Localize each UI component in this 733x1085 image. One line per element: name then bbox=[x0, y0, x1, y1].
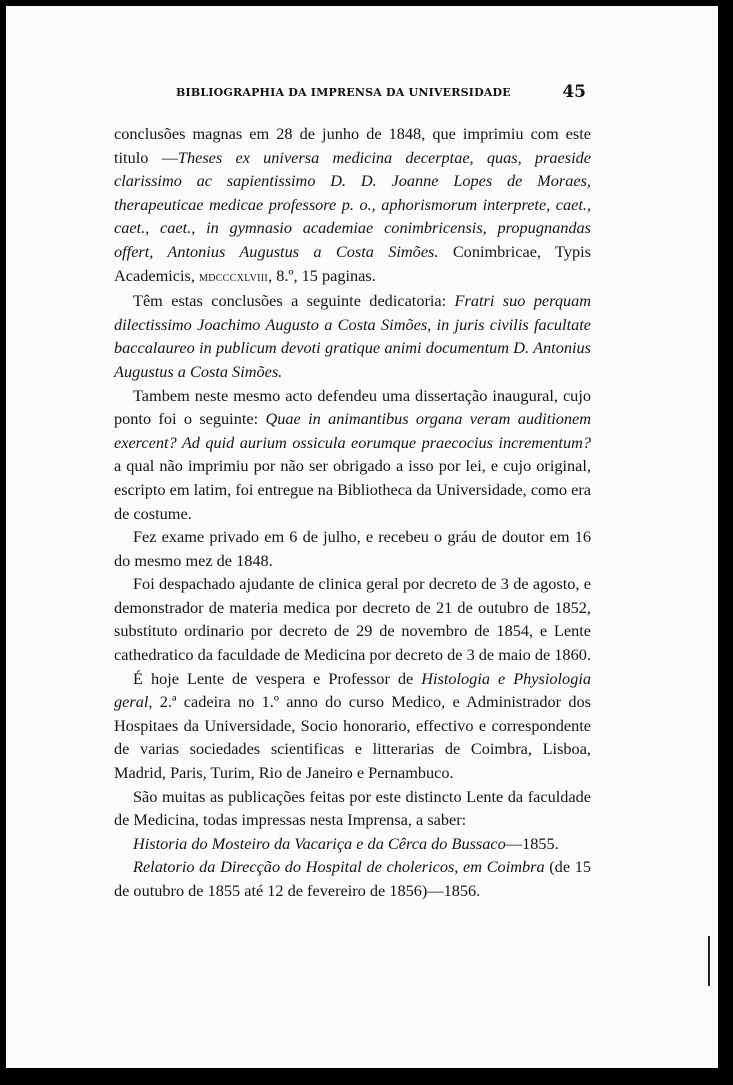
running-title: BIBLIOGRAPHIA DA IMPRENSA DA UNIVERSIDADE bbox=[176, 86, 511, 99]
text-segment: , 8.º, 15 paginas. bbox=[268, 265, 376, 285]
text-segment: a qual não imprimiu por não ser obrigado a isso por lei, e cujo original, escripto em latim, foi entregue na Bibliotheca da Universidade, como era de costume. bbox=[114, 456, 591, 523]
text-segment: Conimbricae, Typis Academicis, bbox=[114, 241, 591, 285]
publication-title: Historia do Mosteiro da Vacariça e da Cêrca do Bussaco bbox=[133, 833, 506, 853]
text-segment: conclusões magnas em 28 de junho de 1848, que imprimiu com este titulo — bbox=[114, 124, 591, 167]
publication-entry bbox=[114, 855, 591, 902]
paragraph-theses bbox=[114, 122, 591, 289]
paragraph-appointments: Foi despachado ajudante de clinica geral por decreto de 3 de agosto, e demonstrador de materia medica por decreto de 21 de outubro de 1852, substituto ordinario por decreto de 29 de novembro de 1854, e Lente cathedratico da faculdade de Medicina por decreto de 3 de maio de 1860. bbox=[114, 574, 591, 665]
dissertation-topic: Quae in animantibus organa veram auditionem exercent? Ad quid aurium ossicula eorumque praecocius incrementum? bbox=[114, 409, 592, 452]
paragraph-dedication bbox=[114, 289, 591, 383]
thesis-title: Theses ex universa medicina decerptae, quas, praeside clarissimo ac sapientissimo D. D. Joanne Lopes de Moraes, therapeuticae medicae professore p. o., aphorismorum interprete, caet., caet., caet., in gymnasio academiae conimbricensis, propugnandas offert, Antonius Augustus a Costa Simões. bbox=[114, 147, 591, 261]
publication-title: Relatorio da Direcção do Hospital de cholericos, em Coimbra bbox=[133, 857, 545, 877]
paragraph-current-position bbox=[114, 667, 591, 785]
publication-details: (de 15 de outubro de 1855 até 12 de fevereiro de 1856)—1856. bbox=[114, 857, 591, 900]
text-segment: Têm estas conclusões a seguinte dedicatoria: bbox=[133, 291, 455, 311]
publication-year: —1855. bbox=[505, 833, 559, 853]
paragraph-dissertation bbox=[114, 384, 591, 526]
course-title: Histologia e Physiologia geral, bbox=[114, 668, 591, 712]
page-edge-mark bbox=[705, 936, 710, 986]
page-header bbox=[176, 82, 586, 104]
paragraph-exam: Fez exame privado em 6 de julho, e recebeu o gráu de doutor em 16 do mesmo mez de 1848. bbox=[114, 527, 591, 570]
text-segment: É hoje Lente de vespera e Professor de bbox=[133, 668, 422, 688]
text-segment: Tambem neste mesmo acto defendeu uma dissertação inaugural, cujo ponto foi o seguinte: bbox=[114, 385, 591, 429]
page-body bbox=[114, 122, 591, 903]
dedication-text: Fratri suo perquam dilectissimo Joachimo Augusto a Costa Simões, in juris civilis facultate baccalaureo in publicum devoti gratique animi documentum D. Antonius Augustus a Costa Simões. bbox=[114, 291, 592, 381]
publication-entry bbox=[114, 832, 591, 856]
text-segment: 2.ª cadeira no 1.º anno do curso Medico, e Administrador dos Hospitaes da Universidade, Socio honorario, effectivo e correspondente de varias sociedades scientificas e litterarias de Coimbra, Lisboa, Madrid, Paris, Turim, Rio de Janeiro e Pernambuco. bbox=[114, 692, 591, 783]
book-page bbox=[6, 6, 718, 1068]
paragraph-publications-intro: São muitas as publicações feitas por este distincto Lente da faculdade de Medicina, todas impressas nesta Imprensa, a saber: bbox=[114, 786, 591, 830]
page-number: 45 bbox=[562, 82, 586, 102]
roman-year: mdcccxlviii bbox=[199, 269, 269, 285]
